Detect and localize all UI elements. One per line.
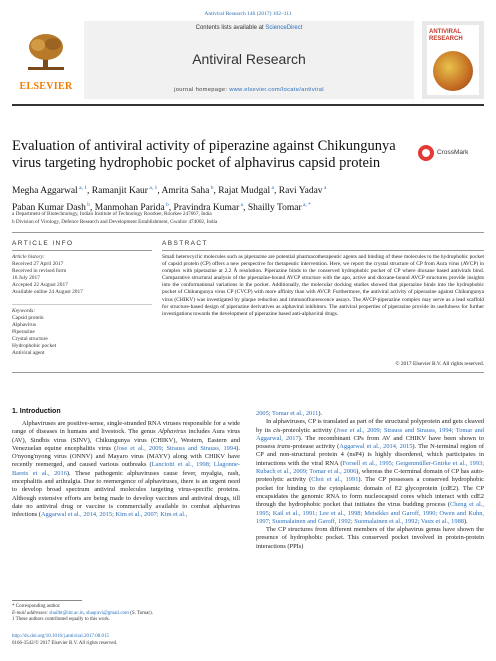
reference-link[interactable]: Lanciotti et al., 1998; Llagonne-Barets et al., 2016 xyxy=(12,461,241,477)
body-text: ). xyxy=(463,517,468,525)
author-affiliation-marker[interactable]: a, 1 xyxy=(147,185,158,191)
affiliations xyxy=(12,210,484,226)
author-separator: , xyxy=(243,203,248,214)
italic-text: Alphavirus xyxy=(158,428,187,436)
author-affiliation-marker[interactable]: a, * xyxy=(301,202,311,209)
email-label: E-mail addresses: xyxy=(12,610,50,616)
elsevier-logo[interactable] xyxy=(12,21,80,99)
body-text: Alphaviruses are positive-sense, single-stranded RNA viruses responsible for a wide range of diseases in humans and livestock. The genus xyxy=(12,420,240,436)
history-line: 16 July 2017 xyxy=(12,275,40,281)
footnotes xyxy=(12,604,240,624)
body-text: ). The recombinant CPs from AV and CHIKV have been shown to possess xyxy=(256,434,484,451)
author-affiliation-marker[interactable]: a xyxy=(322,185,327,191)
author-name[interactable]: Rajat Mudgal xyxy=(218,186,271,197)
keywords xyxy=(12,308,152,357)
reference-link[interactable]: Aggarwal et al., 2014, 2015; Kim et al., 2007; Kim et al., xyxy=(40,511,188,519)
body-text: ). O'nyong'nyong virus (ONNV) and Mayaro virus (MAYV) along with CHIKV have recently reemerged, and caused various outbreaks ( xyxy=(12,444,240,469)
cover-title: ANTIVIRAL RESEARCH xyxy=(429,29,463,42)
author-affiliation-marker[interactable]: b xyxy=(209,185,214,191)
paragraph xyxy=(256,410,484,418)
author-separator: , xyxy=(168,203,174,214)
body-text: ). xyxy=(318,410,323,417)
journal-header xyxy=(12,21,484,99)
cover-artwork xyxy=(433,51,473,91)
article-title: Evaluation of antiviral activity of piperazine against Chikungunya virus targeting hydrophobic pocket of alphavirus capsid protein xyxy=(12,138,396,171)
author-separator: , xyxy=(157,186,162,197)
corresponding-author-note: * Corresponding author. xyxy=(12,604,61,609)
author-line-1 xyxy=(12,181,484,198)
history-line: Received 27 April 2017 xyxy=(12,261,64,267)
article-info-rule xyxy=(12,250,152,251)
equal-contribution-note: 1 These authors contributed equally to this work. xyxy=(12,617,110,622)
keyword: Piperazine xyxy=(12,329,35,335)
author-name[interactable]: Paban Kumar Dash xyxy=(12,203,86,214)
author-affiliation-marker[interactable]: a xyxy=(270,185,274,191)
homepage-prefix: journal homepage: xyxy=(174,87,230,93)
body-text: -proteolytic activity ( xyxy=(280,426,337,434)
journal-citation[interactable]: Antiviral Research 146 (2017) 102–111 xyxy=(204,11,292,17)
sciencedirect-link[interactable]: ScienceDirect xyxy=(265,25,303,31)
body-text: In alphaviruses, CP is translated as part of the structural polyprotein and gets cleaved by its xyxy=(256,418,484,434)
article-history-label: Article history: xyxy=(12,254,45,260)
reference-link[interactable]: Cheng et al., 1995; Kail et al., 1991; Lee et al., 1998; Metsikko and Garoff, 1990; Owen and Kuhn, 1997; Suomalainen and Garoff, 1992; Suomalainen et al., 1992; Vaux et al., 1988 xyxy=(256,501,484,525)
author-name[interactable]: Ramanjit Kaur xyxy=(91,186,148,197)
keywords-rule xyxy=(12,304,152,305)
reference-link[interactable]: Choi et al., 1991 xyxy=(311,476,359,484)
elsevier-tree-icon xyxy=(26,33,66,71)
keywords-label: Keywords: xyxy=(12,308,36,314)
author-separator: , xyxy=(274,186,279,197)
author-name[interactable]: Pravindra Kumar xyxy=(173,203,240,214)
body-text: The CP structures from different members of the alphavirus genus have shown the presence of hydrophobic pocket. This conserved pocket involved in protein-protein interactions (PPIs) xyxy=(256,526,484,550)
article-info-heading: ARTICLE INFO xyxy=(12,240,74,247)
history-line: Accepted 22 August 2017 xyxy=(12,282,68,288)
reference-link[interactable]: 2005; Tomar et al., 2011 xyxy=(256,410,319,417)
article-history xyxy=(12,254,152,296)
copyright-notice: © 2017 Elsevier B.V. All rights reserved. xyxy=(395,361,484,367)
keyword: Hydrophobic pocket xyxy=(12,343,57,349)
author-name[interactable]: Shailly Tomar xyxy=(247,203,302,214)
reference-link[interactable]: Forsell et al., 1995; Geigenmüller-Gnirke et al., 1993; Rubach et al., 2009; Tomar et al., 2006 xyxy=(256,459,484,476)
journal-banner xyxy=(84,21,414,99)
abstract-text: Small heterocyclic molecules such as piperazine are potential pharmacotherapeutic agents and binding of these molecules to the hydrophobic pocket of capsid protein (CP) offers a new perspective for therapeutic intervention. Here, we report the crystal structure of CP from Aura virus (AVCP) in complex with piperazine at 2.2 Å resolution. Piperazine binds to the conserved hydrophobic pocket of CP where dioxane based antivirals bind. Comparative structural analysis of the piperazine-bound AVCP structure with the apo, active and dioxane-bound AVCP structures provide insights into the conformational variations in the pocket. Additionally, the molecular docking studies showed that piperazine binds into the hydrophobic pocket of Chikungunya virus CP (CVCP) with more affinity than with AVCP. Furthermore, the antiviral activity of piperazine against Chikungunya virus (CHIKV) was investigated by plaque reduction and immunofluorescence assays. The AVCP-piperazine complex may serve as a lead scaffold for structure-based design of piperazine derivatives as alphaviral inhibitors. The antiviral properties of piperazine provide its usefulness for further investigations towards the development of piperazine based anti-alphaviral drugs. xyxy=(162,254,484,317)
introduction-column-left xyxy=(12,420,240,520)
body-text: ). The CP possesses a conserved hydrophobic pocket for binding to the cytoplasmic domain of E2 glycoprotein (cdE2). The CP encapsidates the genomic RNA to form nucleocapsid cores which interact with cdE2 through the hydrophobic pocket that initiates the virus budding process ( xyxy=(256,476,484,509)
author-name[interactable]: Megha Aggarwal xyxy=(12,186,78,197)
contents-line xyxy=(84,25,414,31)
author-name[interactable]: Ravi Yadav xyxy=(278,186,323,197)
italic-text: trans xyxy=(277,443,291,451)
author-affiliation-marker[interactable]: a, 1 xyxy=(77,185,88,191)
keyword: Crystal structure xyxy=(12,336,48,342)
affiliation-b: b Division of Virology, Defence Research and Development Establishment, Gwalior 474002, India xyxy=(12,219,218,225)
keyword: Capsid protein xyxy=(12,315,44,321)
introduction-column-right xyxy=(256,410,484,551)
author-affiliation-marker[interactable]: b xyxy=(164,202,169,209)
affiliation-divider xyxy=(12,232,484,233)
author-separator: , xyxy=(90,203,95,214)
doi-link[interactable]: http://dx.doi.org/10.1016/j.antiviral.2017.08.015 xyxy=(12,634,109,639)
keyword: Antiviral agent xyxy=(12,350,45,356)
paragraph xyxy=(12,420,240,520)
email-suffix: (S. Tomar). xyxy=(128,610,153,616)
author-name[interactable]: Amrita Saha xyxy=(161,186,210,197)
crossmark-icon-center xyxy=(422,149,430,157)
abstract-heading: ABSTRACT xyxy=(162,240,208,247)
paragraph xyxy=(256,418,484,526)
body-text: -protease activity ( xyxy=(290,443,340,451)
italic-text: cis xyxy=(273,426,281,434)
history-line: Available online 24 August 2017 xyxy=(12,289,83,295)
keyword: Alphavirus xyxy=(12,322,36,328)
author-affiliation-marker[interactable]: b xyxy=(85,202,90,209)
reference-link[interactable]: Jose et al., 2009; Strauss and Strauss, 1994; Tomar and Aggarwal, 2017 xyxy=(256,426,485,442)
journal-cover[interactable] xyxy=(422,21,484,99)
author-name[interactable]: Manmohan Parida xyxy=(94,203,165,214)
reference-link[interactable]: Jose et al., 2009; Strauss and Strauss, 1994 xyxy=(116,444,237,452)
crossmark-label: CrossMark xyxy=(437,149,469,156)
email-links[interactable]: shailbt@iitr.ac.in, shaqravi@gmail.com xyxy=(49,610,129,616)
body-text: ). The N-terminal region of CP and non-structural protein 4 (nsP4) is highly disordered, which participates in interactions with the viral RNA ( xyxy=(256,443,484,467)
reference-link[interactable]: Aggarwal et al., 2014, 2015 xyxy=(339,443,413,451)
journal-name[interactable]: Antiviral Research xyxy=(192,51,306,67)
contents-prefix: Contents lists available at xyxy=(195,25,266,31)
crossmark-button[interactable] xyxy=(418,145,486,165)
affiliation-a: a Department of Biotechnology, Indian Institute of Technology Roorkee, Roorkee 247667, India xyxy=(12,211,212,217)
journal-homepage xyxy=(84,87,414,93)
body-text: ), whereas the C-terminal domain of CP has auto-proteolytic activity ( xyxy=(256,468,484,484)
footnote-rule xyxy=(12,600,82,601)
author-separator: , xyxy=(213,186,219,197)
history-line: Received in revised form xyxy=(12,268,67,274)
abstract-rule xyxy=(162,250,484,251)
paragraph xyxy=(256,526,484,551)
issn-line: 0166-3542/© 2017 Elsevier B.V. All rights reserved. xyxy=(12,640,118,646)
publisher-name: ELSEVIER xyxy=(19,81,73,92)
cover-page xyxy=(427,25,479,95)
body-text: ). These pathogenic alphaviruses cause fever, myalgia, rash, encephalitis and arthralgia. Due to reemergence of alphaviruses, there is an urgent need to develop broad spectrum antiviral molecules targeting virus-specific proteins. Although extensive efforts are being made to develop vaccines and antiviral drugs, till date no antiviral drug or vaccine is commercially available to combat alphavirus infections ( xyxy=(12,469,240,519)
homepage-link[interactable]: www.elsevier.com/locate/antiviral xyxy=(229,87,324,93)
body-text: includes Aura virus (AV), Sindbis virus (SINV), Chikungunya virus (CHIKV), Western, Eastern and Venezuelan equine encephalitis virus ( xyxy=(12,428,240,452)
crossmark-icon xyxy=(418,145,434,161)
header-divider xyxy=(12,104,484,106)
author-affiliation-marker[interactable]: a xyxy=(239,202,244,209)
introduction-heading: 1. Introduction xyxy=(12,408,61,415)
page-footer xyxy=(12,634,240,647)
author-separator: , xyxy=(87,186,92,197)
abstract-divider xyxy=(12,372,484,373)
